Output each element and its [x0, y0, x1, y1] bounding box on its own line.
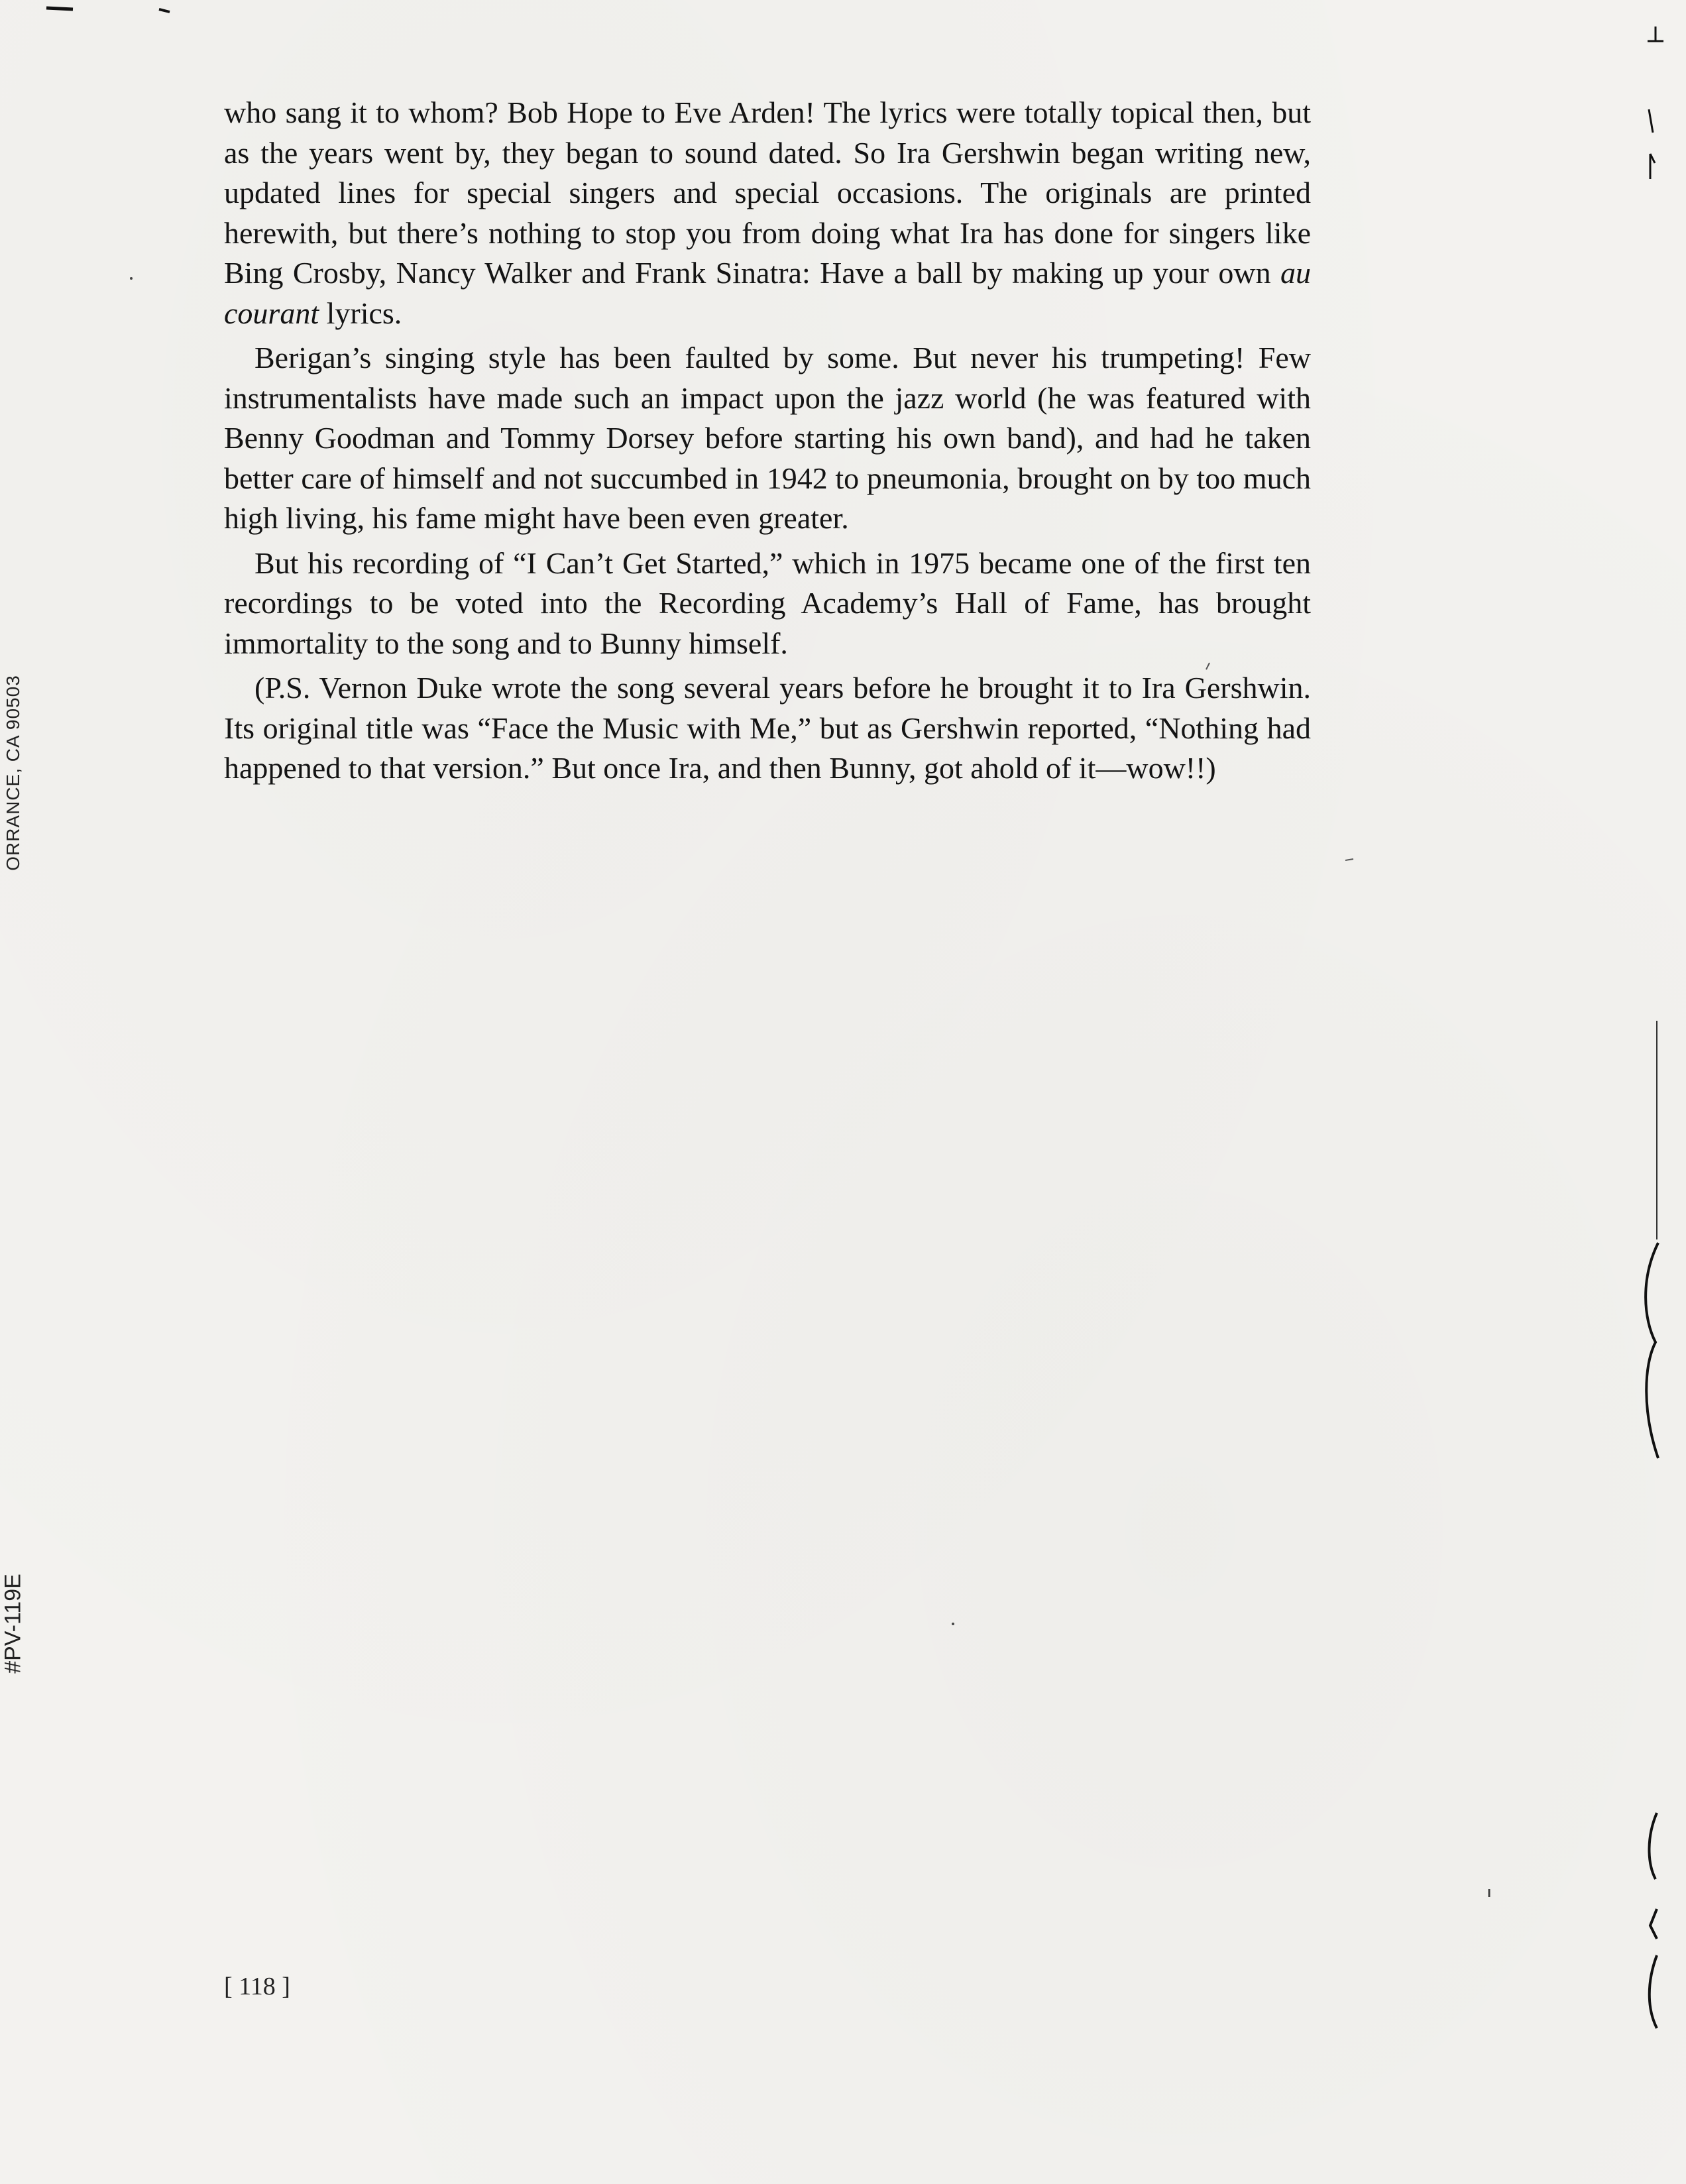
edge-brace [1650, 1955, 1657, 2028]
paragraph-1-run-3: lyrics. [319, 296, 402, 330]
edge-brace [1649, 1813, 1657, 1879]
paragraph-1-italic-phrase: au courant [224, 256, 1311, 330]
edge-mark [1650, 154, 1655, 179]
paragraph-3 [224, 544, 1311, 664]
paragraph-2-run-1: Berigan’s singing style has been faulted by some. But never his trumpeting! Few instrumentalists have made such an impact upon the jazz world (he was featured with Benny Goodman and Tommy Dorsey before starting his own band), and had he taken better care of himself and not succumbed in 1942 to pneumonia, brought on by too much high living, his fame might have been even greater. [224, 341, 1311, 535]
paragraph-2 [224, 338, 1311, 539]
edge-mark [1649, 109, 1653, 133]
edge-mark [1650, 1909, 1657, 1939]
scan-speck [46, 8, 73, 9]
edge-brace [1646, 1243, 1658, 1458]
margin-stamp-code: #PV-119E [0, 1574, 26, 1674]
scan-speck [130, 277, 133, 280]
body-text [224, 93, 1311, 793]
scan-speck [952, 1623, 954, 1625]
paragraph-4 [224, 668, 1311, 789]
paragraph-3-run-1: But his recording of “I Can’t Get Started,” which in 1975 became one of the first ten recordings to be voted into the Recording Academy’s Hall of Fame, has brought immortality to the song and to Bunny himself. [224, 546, 1311, 660]
scan-speck [1345, 859, 1353, 860]
paragraph-1-run-1: who sang it to whom? Bob Hope to Eve Arden! The lyrics were totally topical then, but as the years went by, they began to sound dated. So Ira Gershwin began writing new, updated lines for special singers and special occasions. The originals are printed herewith, but there’s nothing to stop you from doing what Ira has done for singers like Bing Crosby, Nancy Walker and Frank Sinatra: Have a ball by making up your own [224, 95, 1311, 290]
paragraph-1 [224, 93, 1311, 333]
margin-stamp: ORRANCE, CA 90503 [3, 675, 23, 871]
scan-speck [159, 9, 170, 12]
page-number: [ 118 ] [224, 1973, 290, 2000]
paragraph-4-run-1: (P.S. Vernon Duke wrote the song several years before he brought it to Ira Gershwin. Its original title was “Face the Music with Me,” but as Gershwin reported, “Nothing had happened to that version.” But once Ira, and then Bunny, got ahold of it—wow!!) [224, 671, 1311, 785]
